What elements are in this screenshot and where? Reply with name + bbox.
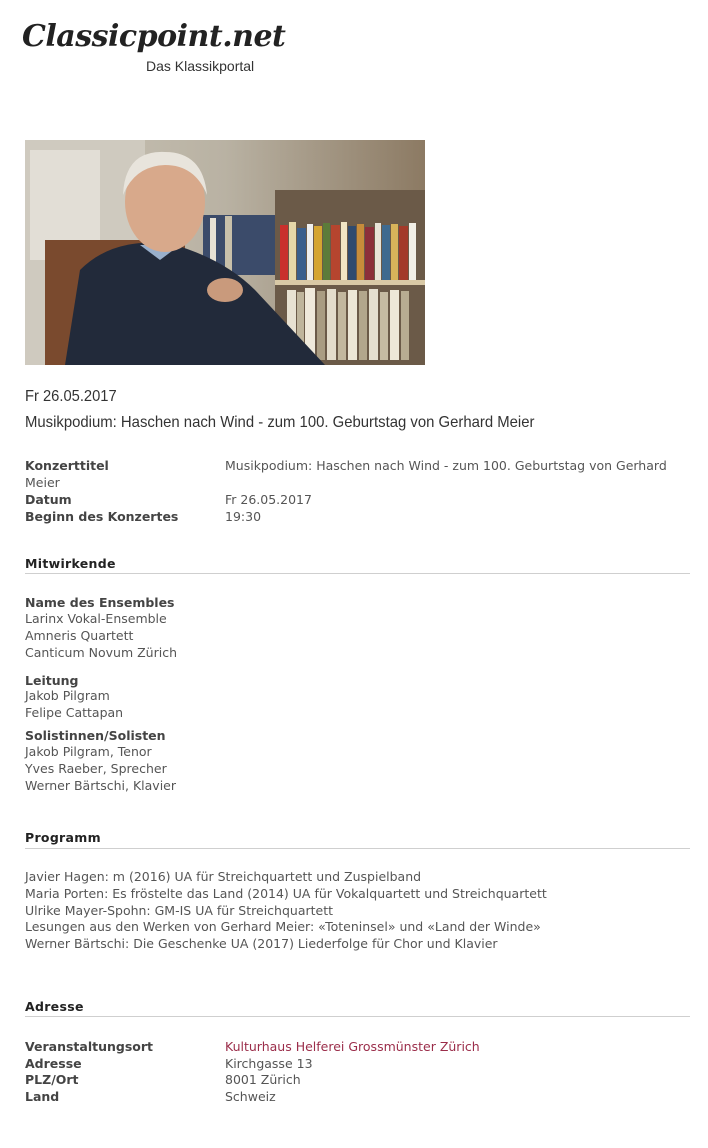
program-item: Javier Hagen: m (2016) UA für Streichquartett und Zuspielband	[25, 869, 422, 884]
logo-wordmark: Classicpoint.net	[22, 19, 286, 54]
solisten-label: Solistinnen/Solisten	[25, 728, 166, 743]
event-date-heading: Fr 26.05.2017	[25, 388, 117, 405]
ensembles-label: Name des Ensembles	[25, 595, 175, 610]
mitwirkende-divider	[25, 573, 690, 574]
list-item: Werner Bärtschi, Klavier	[25, 777, 176, 793]
ensembles-list	[25, 611, 177, 661]
solisten-list	[25, 744, 176, 794]
datum-label: Datum	[25, 492, 72, 507]
event-photo	[25, 140, 425, 365]
veranstaltungsort-link[interactable]: Kulturhaus Helferei Grossmünster Zürich	[225, 1039, 480, 1054]
list-item: Felipe Cattapan	[25, 704, 124, 720]
veranstaltungsort-label: Veranstaltungsort	[25, 1039, 153, 1054]
leitung-list	[25, 688, 123, 722]
beginn-value: 19:30	[225, 509, 262, 524]
konzerttitel-label: Konzerttitel	[25, 458, 109, 473]
event-title-heading: Musikpodium: Haschen nach Wind - zum 100. Geburtstag von Gerhard Meier	[25, 414, 535, 431]
list-item: Yves Raeber, Sprecher	[25, 760, 167, 776]
list-item: Jakob Pilgram	[25, 688, 110, 703]
land-label: Land	[25, 1089, 60, 1104]
plz-ort-value: 8001 Zürich	[225, 1072, 301, 1087]
land-value: Schweiz	[225, 1089, 276, 1104]
program-item: Werner Bärtschi: Die Geschenke UA (2017) Liederfolge für Chor und Klavier	[25, 936, 498, 952]
adresse-label: Adresse	[25, 1056, 82, 1071]
programm-heading: Programm	[25, 830, 101, 845]
beginn-label: Beginn des Konzertes	[25, 509, 179, 524]
program-item: Ulrike Mayer-Spohn: GM-IS UA für Streichquartett	[25, 902, 334, 918]
adresse-heading: Adresse	[25, 999, 84, 1014]
plz-ort-label: PLZ/Ort	[25, 1072, 79, 1087]
program-item: Maria Porten: Es fröstelte das Land (2014) UA für Vokalquartett und Streichquartett	[25, 885, 547, 901]
programm-list	[25, 869, 547, 953]
leitung-label: Leitung	[25, 673, 79, 688]
site-logo[interactable]	[22, 19, 286, 74]
list-item: Larinx Vokal-Ensemble	[25, 611, 167, 626]
konzerttitel-value: Musikpodium: Haschen nach Wind - zum 100. Geburtstag von Gerhard	[225, 458, 667, 473]
logo-tagline: Das Klassikportal	[146, 58, 255, 74]
program-item: Lesungen aus den Werken von Gerhard Meier: «Toteninsel» und «Land der Winde»	[25, 919, 541, 935]
adresse-divider	[25, 1016, 690, 1017]
konzerttitel-value-cont: Meier	[25, 475, 60, 490]
adresse-value: Kirchgasse 13	[225, 1056, 313, 1071]
datum-value: Fr 26.05.2017	[225, 492, 312, 507]
list-item: Canticum Novum Zürich	[25, 644, 177, 660]
programm-divider	[25, 848, 690, 849]
mitwirkende-heading: Mitwirkende	[25, 556, 116, 571]
list-item: Jakob Pilgram, Tenor	[25, 744, 152, 759]
list-item: Amneris Quartett	[25, 627, 134, 643]
